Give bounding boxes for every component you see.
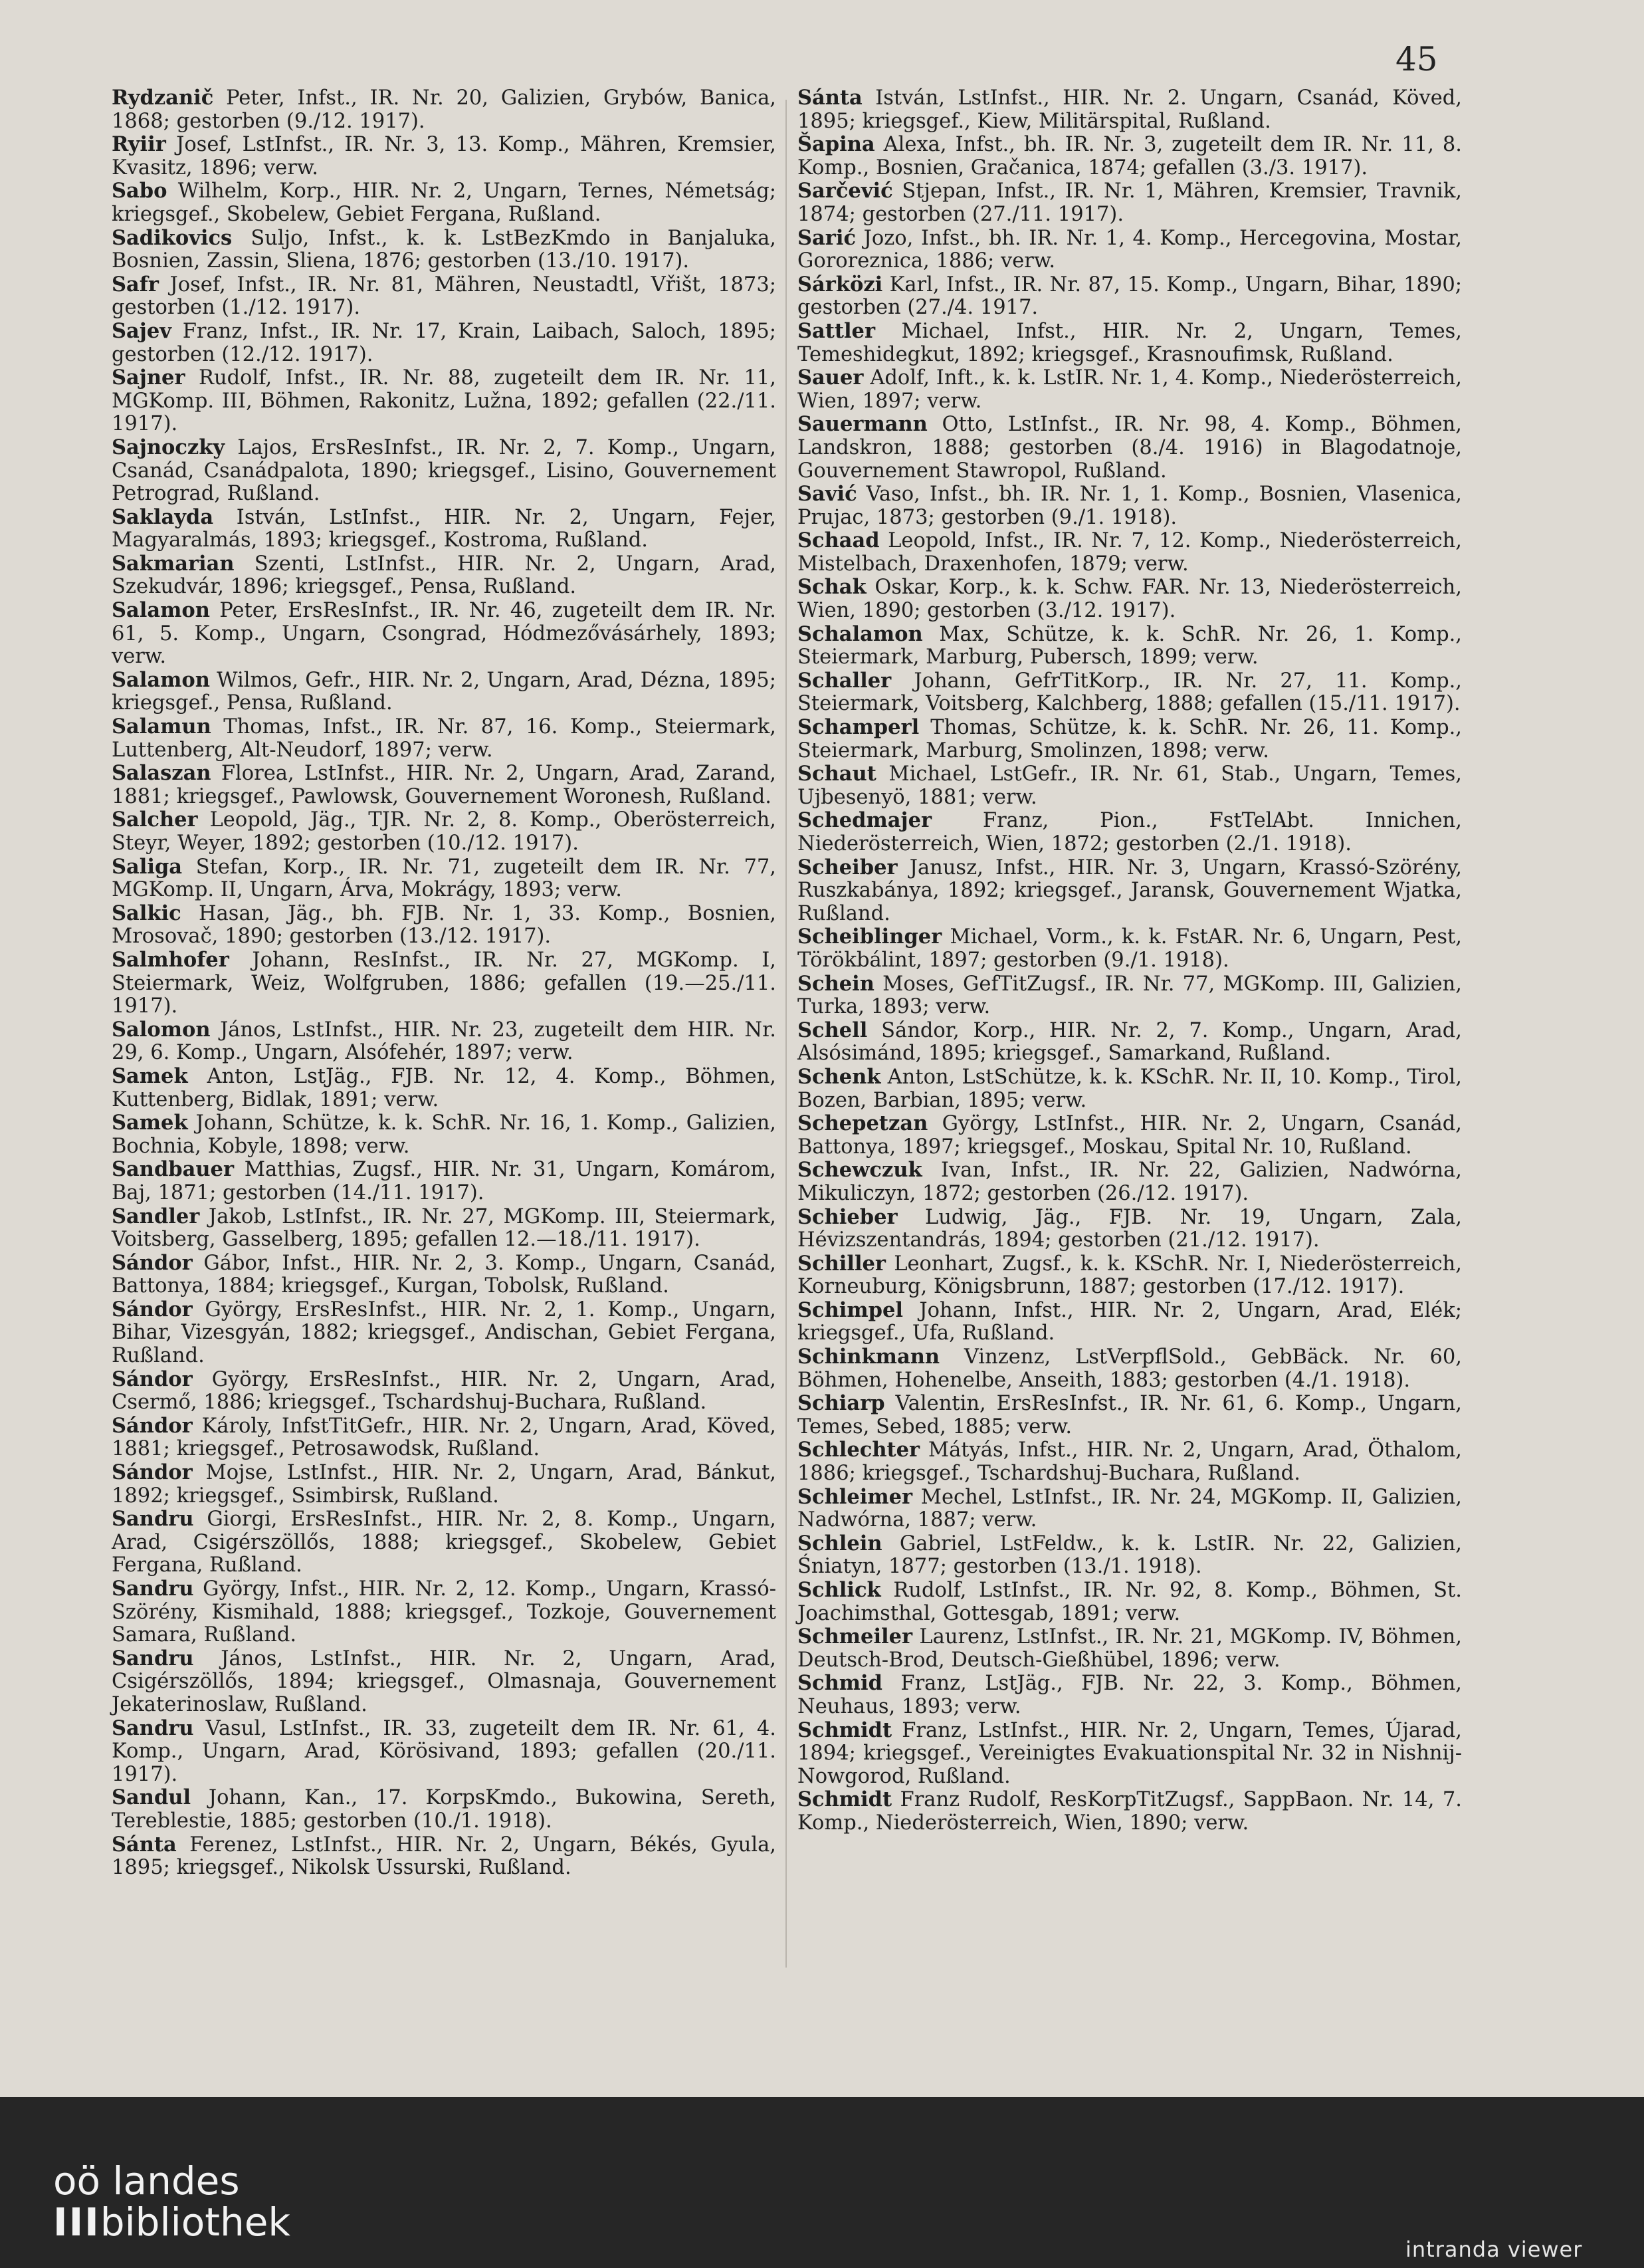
entry-surname: Sarić	[797, 225, 857, 250]
entry-surname: Schepetzan	[797, 1111, 928, 1136]
register-entry	[112, 1833, 776, 1880]
entry-details: Johann, Kan., 17. KorpsKmdo., Bukowina, Sereth, Tereblestie, 1885; gestorben (10./1. 1918).	[112, 1786, 776, 1833]
entry-surname: Sajnoczky	[112, 435, 225, 459]
entry-details: Leonhart, Zugsf., k. k. KSchR. Nr. I, Niederösterreich, Korneuburg, Königsbrunn, 1887; gestorben (17./12. 1917).	[797, 1252, 1462, 1299]
entry-surname: Saklayda	[112, 505, 214, 529]
entry-details: Szenti, LstInfst., HIR. Nr. 2, Ungarn, Arad, Szekudvár, 1896; kriegsgef., Pensa, Rußland.	[112, 552, 776, 599]
entry-details: István, LstInfst., HIR. Nr. 2. Ungarn, Csanád, Köved, 1895; kriegsgef., Kiew, Militärspital, Rußland.	[797, 86, 1462, 133]
entry-details: György, ErsResInfst., HIR. Nr. 2, Ungarn, Arad, Csermő, 1886; kriegsgef., Tschardshuj-Buchara, Rußland.	[112, 1367, 776, 1415]
register-entry	[797, 972, 1462, 1019]
entry-details: Anton, LstJäg., FJB. Nr. 12, 4. Komp., Böhmen, Kuttenberg, Bidlak, 1891; verw.	[112, 1064, 776, 1111]
entry-surname: Schenk	[797, 1064, 881, 1089]
register-entry	[112, 808, 776, 855]
entry-surname: Safr	[112, 272, 159, 296]
logo-line-2-text: bibliothek	[100, 2200, 290, 2245]
entry-details: Florea, LstInfst., HIR. Nr. 2, Ungarn, Arad, Zarand, 1881; kriegsgef., Pawlowsk, Gouvernement Woronesh, Rußland.	[112, 762, 776, 808]
register-entry	[797, 1206, 1462, 1252]
entry-details: Károly, InfstTitGefr., HIR. Nr. 2, Ungarn, Arad, Köved, 1881; kriegsgef., Petrosawodsk, Rußland.	[112, 1414, 776, 1461]
register-entry	[797, 1719, 1462, 1789]
register-entry	[797, 576, 1462, 622]
entry-surname: Schlechter	[797, 1438, 920, 1462]
entry-details: Max, Schütze, k. k. SchR. Nr. 26, 1. Komp., Steiermark, Marburg, Pubersch, 1899; verw.	[797, 622, 1462, 669]
entry-details: Laurenz, LstInfst., IR. Nr. 21, MGKomp. IV, Böhmen, Deutsch-Brod, Deutsch-Gießhübel, 1896; verw.	[797, 1625, 1462, 1672]
register-entry	[112, 669, 776, 715]
register-entry	[797, 413, 1462, 483]
register-entry	[112, 1647, 776, 1717]
entry-surname: Schlick	[797, 1578, 881, 1602]
entry-details: Peter, ErsResInfst., IR. Nr. 46, zugeteilt dem IR. Nr. 61, 5. Komp., Ungarn, Csongrad, Hódmezővásárhely, 1893; verw.	[112, 599, 776, 669]
entry-surname: Schmid	[797, 1671, 882, 1696]
register-entry	[797, 366, 1462, 413]
entry-details: Gabriel, LstFeldw., k. k. LstIR. Nr. 22, Galizien, Śniatyn, 1877; gestorben (13./1. 1918).	[797, 1531, 1462, 1579]
entry-surname: Šapina	[797, 132, 875, 157]
entry-details: János, LstInfst., HIR. Nr. 23, zugeteilt dem HIR. Nr. 29, 6. Komp., Ungarn, Alsófehér, 1897; verw.	[112, 1018, 776, 1065]
entry-details: Michael, Vorm., k. k. FstAR. Nr. 6, Ungarn, Pest, Törökbálint, 1897; gestorben (9./1. 1918).	[797, 925, 1462, 972]
register-entry	[112, 1158, 776, 1204]
entry-surname: Sánta	[112, 1832, 177, 1857]
register-entry	[797, 529, 1462, 576]
entry-surname: Salcher	[112, 808, 198, 832]
entry-details: Leopold, Jäg., TJR. Nr. 2, 8. Komp., Oberösterreich, Steyr, Weyer, 1892; gestorben (10./12. 1917).	[112, 808, 776, 855]
register-entry	[797, 809, 1462, 855]
entry-surname: Saliga	[112, 854, 183, 879]
entry-details: György, Infst., HIR. Nr. 2, 12. Komp., Ungarn, Krassó-Szörény, Kismihald, 1888; kriegsgef., Tozkoje, Gouvernement Samara, Rußland.	[112, 1577, 776, 1647]
entry-details: Thomas, Infst., IR. Nr. 87, 16. Komp., Steiermark, Luttenberg, Alt-Neudorf, 1897; verw.	[112, 715, 776, 762]
entry-details: Stjepan, Infst., IR. Nr. 1, Mähren, Kremsier, Travnik, 1874; gestorben (27./11. 1917).	[797, 179, 1462, 226]
register-entry	[112, 902, 776, 949]
entry-surname: Schiller	[797, 1251, 886, 1276]
entry-details: Sándor, Korp., HIR. Nr. 2, 7. Komp., Ungarn, Arad, Alsósimánd, 1895; kriegsgef., Samarkand, Rußland.	[797, 1018, 1462, 1066]
register-entry	[797, 1788, 1462, 1835]
entry-details: Franz Rudolf, ResKorpTitZugsf., SappBaon. Nr. 14, 7. Komp., Niederösterreich, Wien, 1890; verw.	[797, 1788, 1462, 1835]
entry-surname: Sadikovics	[112, 225, 233, 250]
entry-details: Lajos, ErsResInfst., IR. Nr. 2, 7. Komp., Ungarn, Csanád, Csanádpalota, 1890; kriegsgef., Lisino, Gouvernement Petrograd, Rußland.	[112, 435, 776, 506]
entry-details: Moses, GefTitZugsf., IR. Nr. 77, MGKomp. III, Galizien, Turka, 1893; verw.	[797, 972, 1462, 1019]
entry-surname: Sárközi	[797, 272, 883, 296]
entry-details: Giorgi, ErsResInfst., HIR. Nr. 2, 8. Komp., Ungarn, Arad, Csigérszöllős, 1888; kriegsgef., Skobelew, Gebiet Fergana, Rußland.	[112, 1508, 776, 1577]
register-entry	[797, 179, 1462, 226]
register-entry	[797, 1112, 1462, 1159]
register-entry	[112, 1065, 776, 1111]
register-entry	[797, 1438, 1462, 1485]
viewer-label: intranda viewer	[1405, 2237, 1583, 2262]
register-entry	[797, 273, 1462, 320]
entry-surname: Schaad	[797, 528, 880, 553]
entry-surname: Schamperl	[797, 715, 920, 740]
register-entry	[112, 1717, 776, 1787]
register-entry	[112, 133, 776, 179]
register-entry	[112, 1205, 776, 1252]
entry-surname: Schaut	[797, 762, 876, 786]
entry-details: Rudolf, LstInfst., IR. Nr. 92, 8. Komp., Böhmen, St. Joachimsthal, Gottesgab, 1891; verw.	[797, 1579, 1462, 1625]
entry-details: Matthias, Zugsf., HIR. Nr. 31, Ungarn, Komárom, Baj, 1871; gestorben (14./11. 1917).	[112, 1158, 776, 1204]
register-entry	[797, 86, 1462, 133]
entry-surname: Schimpel	[797, 1298, 903, 1322]
entry-surname: Sauer	[797, 366, 864, 390]
register-entry	[112, 1018, 776, 1065]
register-entry	[797, 133, 1462, 179]
left-column	[112, 86, 776, 1880]
entry-surname: Sándor	[112, 1413, 193, 1438]
entry-surname: Schinkmann	[797, 1345, 940, 1369]
logo-line-1: oö landes	[53, 2158, 240, 2204]
entry-surname: Sándor	[112, 1367, 193, 1391]
entry-surname: Sauermann	[797, 412, 928, 437]
entry-details: Franz, LstJäg., FJB. Nr. 22, 3. Komp., Böhmen, Neuhaus, 1893; verw.	[797, 1672, 1462, 1718]
entry-surname: Sandler	[112, 1204, 200, 1228]
register-entry	[112, 1298, 776, 1368]
entry-details: Johann, Infst., HIR. Nr. 2, Ungarn, Arad, Elék; kriegsgef., Ufa, Rußland.	[797, 1298, 1462, 1345]
entry-surname: Sánta	[797, 86, 863, 110]
entry-surname: Sandru	[112, 1577, 194, 1601]
register-entry	[112, 273, 776, 320]
register-entry	[112, 1786, 776, 1833]
entry-surname: Salamun	[112, 715, 211, 739]
entry-surname: Schmidt	[797, 1718, 892, 1742]
entry-details: István, LstInfst., HIR. Nr. 2, Ungarn, Fejer, Magyaralmás, 1893; kriegsgef., Kostroma, Rußland.	[112, 505, 776, 552]
entry-surname: Schaller	[797, 668, 892, 693]
entry-surname: Schedmajer	[797, 808, 932, 833]
entry-surname: Salaszan	[112, 761, 211, 786]
entry-surname: Salkic	[112, 901, 181, 925]
entry-surname: Sattler	[797, 318, 876, 343]
entry-details: Johann, ResInfst., IR. Nr. 27, MGKomp. I, Steiermark, Weiz, Wolfgruben, 1886; gefallen (19.—25./11. 1917).	[112, 948, 776, 1018]
register-entry	[797, 320, 1462, 366]
entry-details: Josef, LstInfst., IR. Nr. 3, 13. Komp., Mähren, Kremsier, Kvasitz, 1896; verw.	[112, 133, 776, 179]
register-entry	[112, 1252, 776, 1298]
entry-surname: Savić	[797, 482, 857, 507]
entry-surname: Sandru	[112, 1646, 194, 1670]
entry-details: Johann, GefrTitKorp., IR. Nr. 27, 11. Komp., Steiermark, Voitsberg, Kalchberg, 1888; gefallen (15./11. 1917).	[797, 669, 1462, 716]
entry-surname: Sandbauer	[112, 1157, 235, 1182]
register-entry	[112, 1577, 776, 1647]
entry-details: Stefan, Korp., IR. Nr. 71, zugeteilt dem IR. Nr. 77, MGKomp. II, Ungarn, Árva, Mokrágy, 1893; verw.	[112, 855, 776, 902]
entry-details: Franz, Infst., IR. Nr. 17, Krain, Laibach, Saloch, 1895; gestorben (12./12. 1917).	[112, 319, 776, 366]
entry-details: Wilhelm, Korp., HIR. Nr. 2, Ungarn, Ternes, Németság; kriegsgef., Skobelew, Gebiet Fergana, Rußland.	[112, 179, 776, 226]
entry-surname: Sandru	[112, 1716, 194, 1740]
register-entry	[797, 1159, 1462, 1205]
entry-details: György, LstInfst., HIR. Nr. 2, Ungarn, Csanád, Battonya, 1897; kriegsgef., Moskau, Spital Nr. 10, Rußland.	[797, 1112, 1462, 1159]
register-entry	[112, 436, 776, 506]
register-entry	[797, 925, 1462, 972]
register-entry	[112, 599, 776, 669]
entry-surname: Samek	[112, 1111, 188, 1135]
entry-surname: Sándor	[112, 1250, 193, 1275]
entry-details: Josef, Infst., IR. Nr. 81, Mähren, Neustadtl, Vřišt, 1873; gestorben (1./12. 1917).	[112, 273, 776, 320]
register-entry	[797, 1252, 1462, 1299]
entry-surname: Samek	[112, 1064, 188, 1088]
register-entry	[112, 506, 776, 552]
entry-details: Vasul, LstInfst., IR. 33, zugeteilt dem IR. Nr. 61, 4. Komp., Ungarn, Arad, Körösivand, 1893; gefallen (20./11. 1917).	[112, 1716, 776, 1786]
entry-surname: Schein	[797, 971, 874, 996]
register-entry	[797, 483, 1462, 529]
entry-surname: Sajev	[112, 318, 171, 343]
register-entry	[797, 1392, 1462, 1438]
entry-surname: Schell	[797, 1018, 868, 1042]
entry-details: Rudolf, Infst., IR. Nr. 88, zugeteilt dem IR. Nr. 11, MGKomp. III, Böhmen, Rakonitz, Lužna, 1892; gefallen (22./11. 1917).	[112, 366, 776, 436]
register-entry	[112, 949, 776, 1018]
entry-details: Anton, LstSchütze, k. k. KSchR. Nr. II, 10. Komp., Tirol, Bozen, Barbian, 1895; verw.	[797, 1065, 1462, 1112]
register-entry	[112, 366, 776, 436]
entry-surname: Schmeiler	[797, 1625, 913, 1649]
register-entry	[797, 1299, 1462, 1345]
entry-surname: Sandul	[112, 1785, 191, 1810]
entry-surname: Salamon	[112, 667, 210, 692]
entry-surname: Scheiber	[797, 855, 898, 879]
entry-surname: Schlein	[797, 1531, 882, 1555]
entry-details: Karl, Infst., IR. Nr. 87, 15. Komp., Ungarn, Bihar, 1890; gestorben (27./4. 1917.	[797, 273, 1462, 320]
entry-details: Peter, Infst., IR. Nr. 20, Galizien, Grybów, Banica, 1868; gestorben (9./12. 1917).	[112, 86, 776, 133]
register-entry	[112, 1368, 776, 1415]
entry-details: Johann, Schütze, k. k. SchR. Nr. 16, 1. Komp., Galizien, Bochnia, Kobyle, 1898; verw.	[112, 1111, 776, 1158]
register-entry	[797, 1579, 1462, 1625]
entry-details: Wilmos, Gefr., HIR. Nr. 2, Ungarn, Arad, Dézna, 1895; kriegsgef., Pensa, Rußland.	[112, 668, 776, 715]
register-entry	[797, 1066, 1462, 1112]
register-entry	[797, 856, 1462, 926]
logo-bars: III	[53, 2200, 100, 2245]
entry-details: Leopold, Infst., IR. Nr. 7, 12. Komp., Niederösterreich, Mistelbach, Draxenhofen, 1879; verw.	[797, 529, 1462, 576]
register-entry	[797, 623, 1462, 669]
entry-surname: Sandru	[112, 1507, 194, 1531]
entry-details: Jakob, LstInfst., IR. Nr. 27, MGKomp. III, Steiermark, Voitsberg, Gasselberg, 1895; gefallen 12.—18./11. 1917).	[112, 1204, 776, 1252]
register-entry	[112, 227, 776, 273]
register-entry	[797, 1672, 1462, 1718]
register-entry	[112, 552, 776, 599]
library-logo[interactable]	[53, 2160, 290, 2243]
register-entry	[797, 227, 1462, 273]
entry-surname: Scheiblinger	[797, 925, 942, 949]
register-entry	[112, 1461, 776, 1508]
entry-details: Adolf, Inft., k. k. LstIR. Nr. 1, 4. Komp., Niederösterreich, Wien, 1897; verw.	[797, 366, 1462, 413]
register-entry	[797, 1532, 1462, 1579]
entry-surname: Sándor	[112, 1460, 193, 1485]
entry-details: Oskar, Korp., k. k. Schw. FAR. Nr. 13, Niederösterreich, Wien, 1890; gestorben (3./12. 1917).	[797, 576, 1462, 623]
entry-surname: Sajner	[112, 366, 185, 390]
entry-details: Suljo, Infst., k. k. LstBezKmdo in Banjaluka, Bosnien, Zassin, Sliena, 1876; gestorben (13./10. 1917).	[112, 226, 776, 273]
entry-details: Ludwig, Jäg., FJB. Nr. 19, Ungarn, Zala, Hévizszentandrás, 1894; gestorben (21./12. 1917).	[797, 1205, 1462, 1252]
entry-surname: Sakmarian	[112, 551, 235, 576]
register-entry	[112, 86, 776, 133]
entry-surname: Sándor	[112, 1297, 193, 1321]
entry-details: Mátyás, Infst., HIR. Nr. 2, Ungarn, Arad, Öthalom, 1886; kriegsgef., Tschardshuj-Buchara, Rußland.	[797, 1438, 1462, 1486]
entry-surname: Salmhofer	[112, 947, 229, 972]
entry-details: Mechel, LstInfst., IR. Nr. 24, MGKomp. II, Galizien, Nadwórna, 1887; verw.	[797, 1485, 1462, 1532]
entry-details: Alexa, Infst., bh. IR. Nr. 3, zugeteilt dem IR. Nr. 11, 8. Komp., Bosnien, Gračanica, 1874; gefallen (3./3. 1917).	[797, 133, 1462, 179]
column-divider	[785, 100, 787, 1968]
entry-surname: Schak	[797, 575, 867, 600]
entry-details: György, ErsResInfst., HIR. Nr. 2, 1. Komp., Ungarn, Bihar, Vizesgyán, 1882; kriegsgef., Andischan, Gebiet Fergana, Rußland.	[112, 1298, 776, 1368]
entry-details: Jozo, Infst., bh. IR. Nr. 1, 4. Komp., Hercegovina, Mostar, Gororeznica, 1886; verw.	[797, 226, 1462, 273]
entry-surname: Rydzanič	[112, 86, 214, 110]
register-entry	[112, 1111, 776, 1158]
register-entry	[797, 716, 1462, 762]
register-entry	[797, 1345, 1462, 1392]
register-entry	[112, 855, 776, 902]
entry-surname: Ryiir	[112, 132, 166, 157]
register-entry	[797, 1019, 1462, 1066]
entry-surname: Salamon	[112, 598, 210, 623]
entry-details: János, LstInfst., HIR. Nr. 2, Ungarn, Arad, Csigérszöllős, 1894; kriegsgef., Olmasnaja, Gouvernement Jekaterinoslaw, Rußland.	[112, 1646, 776, 1716]
page-number: 45	[1395, 40, 1438, 78]
entry-details: Vinzenz, LstVerpflSold., GebBäck. Nr. 60, Böhmen, Hohenelbe, Anseith, 1883; gestorben (4./1. 1918).	[797, 1345, 1462, 1392]
entry-surname: Sarčević	[797, 179, 893, 203]
entry-surname: Schalamon	[797, 622, 923, 646]
right-column	[797, 86, 1462, 1835]
entry-details: Valentin, ErsResInfst., IR. Nr. 61, 6. Komp., Ungarn, Temes, Sebed, 1885; verw.	[797, 1392, 1462, 1438]
register-entry	[797, 669, 1462, 716]
register-entry	[112, 762, 776, 808]
entry-details: Gábor, Infst., HIR. Nr. 2, 3. Komp., Ungarn, Csanád, Battonya, 1884; kriegsgef., Kurgan, Tobolsk, Rußland.	[112, 1251, 776, 1298]
entry-details: Franz, Pion., FstTelAbt. Innichen, Niederösterreich, Wien, 1872; gestorben (2./1. 1918).	[797, 809, 1462, 855]
entry-surname: Salomon	[112, 1017, 211, 1042]
logo-line-2	[53, 2202, 290, 2243]
entry-details: Thomas, Schütze, k. k. SchR. Nr. 26, 11. Komp., Steiermark, Marburg, Smolinzen, 1898; verw.	[797, 716, 1462, 762]
register-entry	[112, 1415, 776, 1461]
register-entry	[112, 1508, 776, 1577]
register-entry	[112, 179, 776, 226]
entry-details: Michael, Infst., HIR. Nr. 2, Ungarn, Temes, Temeshidegkut, 1892; kriegsgef., Krasnoufimsk, Rußland.	[797, 319, 1462, 366]
entry-details: Hasan, Jäg., bh. FJB. Nr. 1, 33. Komp., Bosnien, Mrosovač, 1890; gestorben (13./12. 1917).	[112, 901, 776, 949]
entry-details: Ivan, Infst., IR. Nr. 22, Galizien, Nadwórna, Mikuliczyn, 1872; gestorben (26./12. 1917).	[797, 1159, 1462, 1205]
entry-details: Mojse, LstInfst., HIR. Nr. 2, Ungarn, Arad, Bánkut, 1892; kriegsgef., Ssimbirsk, Rußland.	[112, 1461, 776, 1508]
entry-surname: Schmidt	[797, 1787, 892, 1812]
entry-surname: Schewczuk	[797, 1158, 922, 1183]
entry-details: Otto, LstInfst., IR. Nr. 98, 4. Komp., Böhmen, Landskron, 1888; gestorben (8./4. 1916) in Blagodatnoje, Gouvernement Stawropol, Rußland.	[797, 413, 1462, 483]
register-entry	[112, 715, 776, 762]
entry-details: Michael, LstGefr., IR. Nr. 61, Stab., Ungarn, Temes, Ujbesenyö, 1881; verw.	[797, 762, 1462, 809]
entry-details: Vaso, Infst., bh. IR. Nr. 1, 1. Komp., Bosnien, Vlasenica, Prujac, 1873; gestorben (9./1. 1918).	[797, 483, 1462, 529]
entry-details: Ferenez, LstInfst., HIR. Nr. 2, Ungarn, Békés, Gyula, 1895; kriegsgef., Nikolsk Ussurski, Rußland.	[112, 1833, 776, 1880]
register-entry	[797, 1625, 1462, 1672]
entry-surname: Schleimer	[797, 1484, 913, 1509]
register-entry	[112, 320, 776, 366]
entry-details: Franz, LstInfst., HIR. Nr. 2, Ungarn, Temes, Újarad, 1894; kriegsgef., Vereinigtes Evakuationspital Nr. 32 in Nishnij-Nowgorod, Rußland.	[797, 1718, 1462, 1788]
entry-surname: Schiarp	[797, 1391, 885, 1416]
entry-surname: Schieber	[797, 1204, 898, 1229]
register-entry	[797, 762, 1462, 809]
register-entry	[797, 1486, 1462, 1532]
entry-details: Janusz, Infst., HIR. Nr. 3, Ungarn, Krassó-Szörény, Ruszkabánya, 1892; kriegsgef., Jaransk, Gouvernement Wjatka, Rußland.	[797, 855, 1462, 925]
entry-surname: Sabo	[112, 179, 167, 203]
